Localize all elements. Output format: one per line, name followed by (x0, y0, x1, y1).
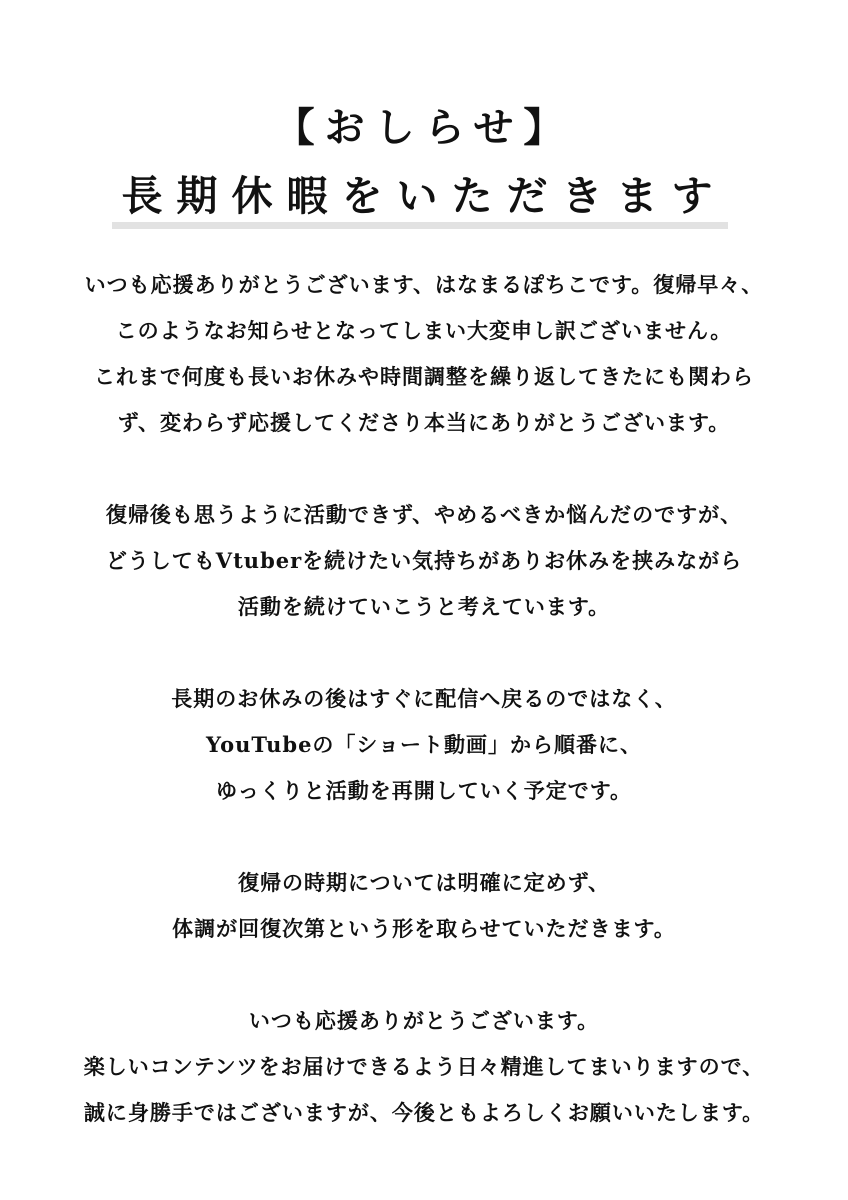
body-line: 体調が回復次第という形を取らせていただきます。 (172, 916, 676, 941)
body-line: いつも応援ありがとうございます。 (248, 1008, 600, 1033)
body-line: 長期のお休みの後はすぐに配信へ戻るのではなく、 (171, 686, 677, 711)
paragraph-return-plan (40, 676, 808, 814)
body-line: ず、変わらず応援してくださり本当にありがとうございます。 (117, 410, 731, 435)
body-line: このようなお知らせとなってしまい大変申し訳ございません。 (115, 318, 733, 343)
paragraph-spacer (40, 814, 808, 860)
notice-body (40, 262, 808, 1136)
title-underline (112, 222, 728, 229)
body-line: YouTubeの「ショート動画」から順番に、 (205, 732, 643, 757)
body-line: 復帰後も思うように活動できず、やめるべきか悩んだのですが、 (105, 502, 743, 527)
body-line: いつも応援ありがとうございます、はなまるぽちこです。復帰早々、 (84, 272, 764, 297)
body-line: 楽しいコンテンツをお届けできるよう日々精進してまいりますので、 (83, 1054, 765, 1079)
paragraph-timing (40, 860, 808, 952)
body-line: どうしてもVtuberを続けたい気持ちがありお休みを挟みながら (105, 548, 743, 573)
paragraph-closing (40, 998, 808, 1136)
paragraph-spacer (40, 446, 808, 492)
paragraph-spacer (40, 952, 808, 998)
body-line: 誠に身勝手ではございますが、今後ともよろしくお願いいたします。 (83, 1100, 765, 1125)
paragraph-apology (40, 262, 808, 446)
body-line: 復帰の時期については明確に定めず、 (238, 870, 610, 895)
notice-label: 【おしらせ】 (274, 104, 574, 151)
body-line: ゆっくりと活動を再開していく予定です。 (215, 778, 633, 803)
paragraph-continuing (40, 492, 808, 630)
paragraph-spacer (40, 630, 808, 676)
body-line: 活動を続けていこうと考えています。 (237, 594, 611, 619)
notice-title: 長期休暇をいただきます (121, 172, 727, 220)
body-line: これまで何度も長いお休みや時間調整を繰り返してきたにも関わら (94, 364, 754, 389)
